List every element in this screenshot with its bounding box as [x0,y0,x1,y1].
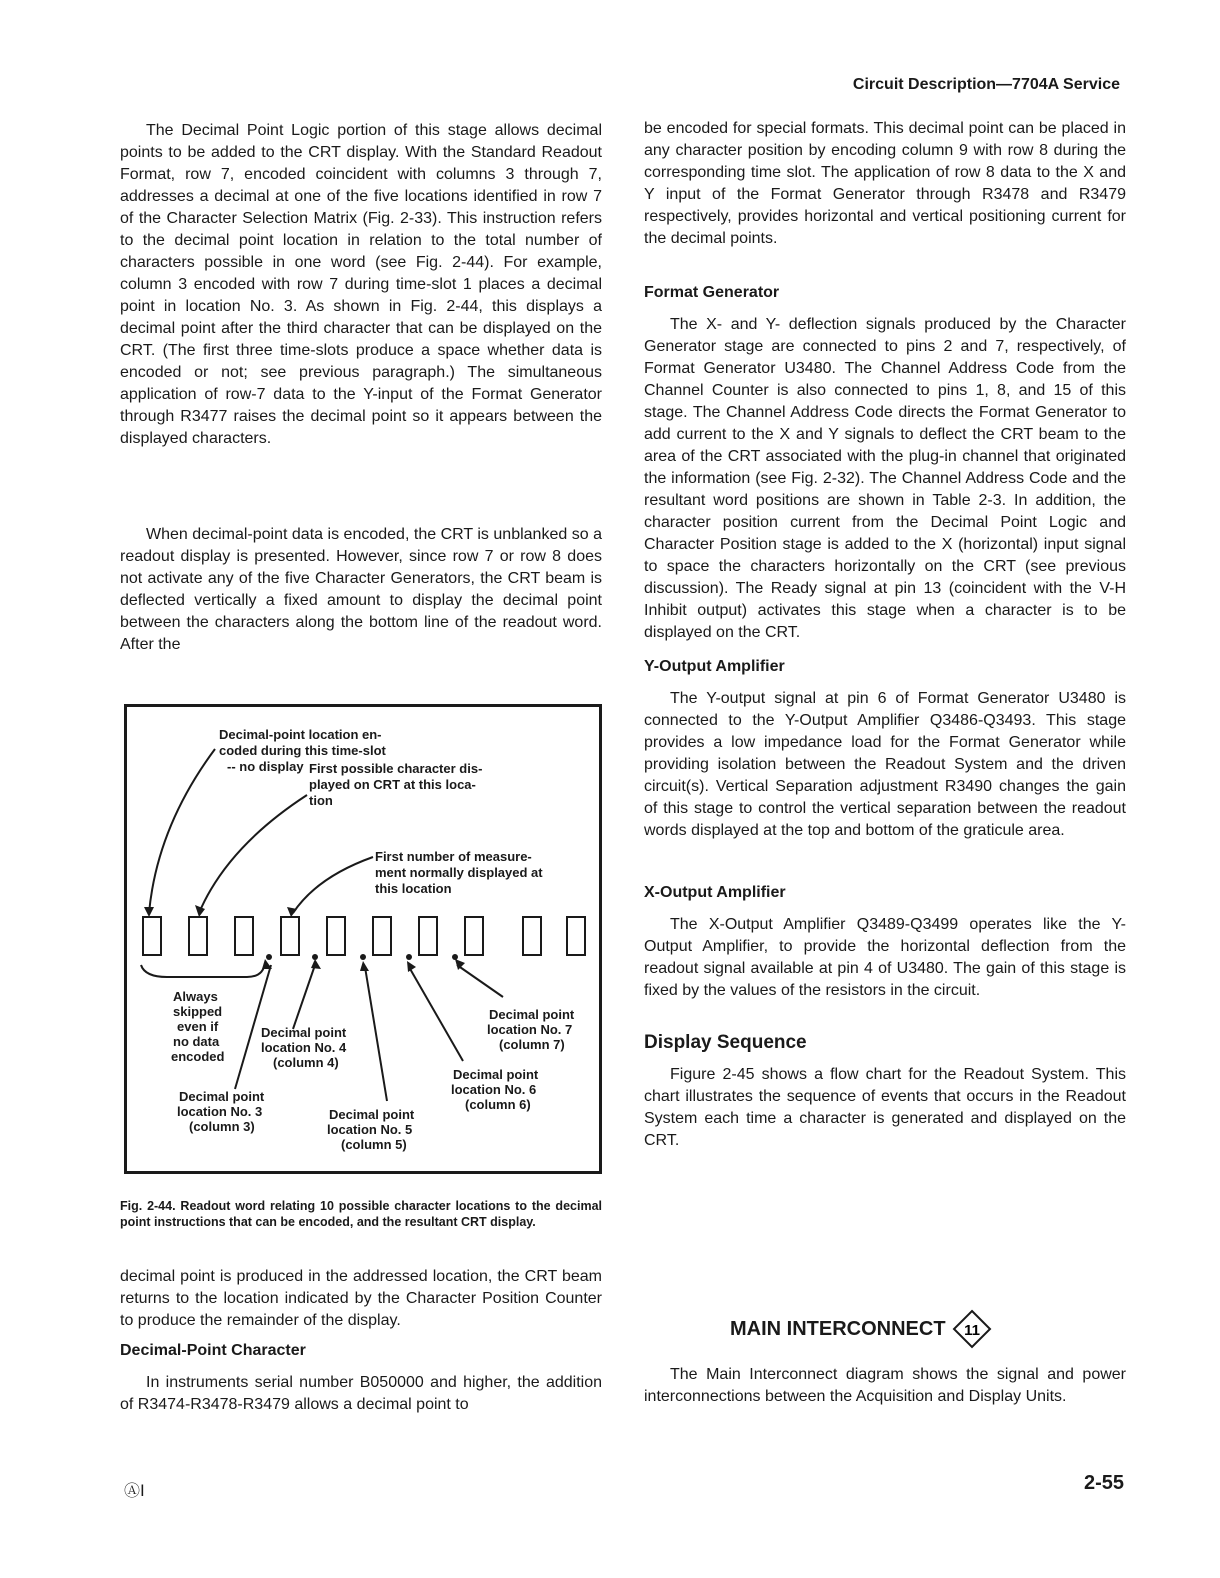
heading-decimal-point-character: Decimal-Point Character [120,1342,306,1359]
leader-dp4 [293,965,315,1029]
decimal-dot-7 [452,954,458,960]
leader-dp6 [409,967,463,1061]
figure-2-44 [124,704,602,1174]
arrow-b [195,905,205,917]
decimal-dot-6 [406,954,412,960]
char-box-5 [327,917,345,955]
heading-y-output-amplifier: Y-Output Amplifier [644,658,785,675]
char-box-8 [465,917,483,955]
char-box-9 [523,917,541,955]
leader-dp5 [365,967,387,1101]
leader-dp7 [457,965,503,997]
page-number: 2-55 [1083,1472,1124,1494]
paragraph-special-formats: be encoded for special formats. This decimal point can be placed in any character position by encoding column 9 with row 8 during the corresponding time slot. The application of row 8 data to the X and Y input of the Format Generator through R3478 and R3479 respectively, provides horizontal and vertical positioning current for the decimal points. [644,120,1126,247]
paragraph-display-sequence: Figure 2-45 shows a flow chart for the Readout System. This chart illustrates the sequence of events that occurs in the Readout System each time a character is generated and displayed on the CRT. [644,1066,1126,1149]
main-interconnect-title: MAIN INTERCONNECT [730,1317,946,1340]
label-c: First number of measure-ment normally displayed at this location [375,849,543,896]
label-dp7: Decimal point location No. 7 (column 7) [487,1007,575,1052]
left-column [120,120,602,656]
char-box-6 [373,917,391,955]
char-box-10 [567,917,585,955]
diagram-number: 11 [963,1322,980,1339]
paragraph-decimal-point-logic: The Decimal Point Logic portion of this stage allows decimal points to be added to the CRT display. With the Standard Readout Format, row 7, encoded coincident with columns 3 through 7, addresses a decimal at one of the five locations identified in row 7 of the Character Selection Matrix (Fig. 2-33). This instruction refers to the decimal point location in relation to the total number of characters possible in one word (see Fig. 2-44). For example, column 3 encoded with row 7 during time-slot 1 places a decimal point in location No. 3. As shown in Fig. 2-44, this displays a decimal point after the third character that can be displayed on the CRT. (The first three time-slots produce a space whether data is encoded or not; see previous paragraph.) The simultaneous application of row-7 data to the Y-input of the Format Generator through R3477 raises the decimal point so it appears between the displayed characters. [120,122,602,447]
arrow-a [144,907,154,917]
right-column-bottom [644,1364,1126,1408]
arrow-dp5 [360,961,369,971]
label-dp5: Decimal point location No. 5 (column 5) [327,1107,415,1152]
heading-display-sequence: Display Sequence [644,1032,807,1053]
label-dp6: Decimal point location No. 6 (column 6) [451,1067,539,1112]
left-column-bottom [120,1266,602,1416]
skip-brace [141,963,265,977]
figure-caption: Fig. 2-44. Readout word relating 10 possible character locations to the decimal point instructions that can be encoded, and the resultant CRT display. [120,1199,602,1229]
paragraph-decimal-point-data: When decimal-point data is encoded, the CRT is unblanked so a readout display is presented. However, since row 7 or row 8 does not activate any of the five Character Generators, the CRT beam is deflected vertically a fixed amount to display the decimal point between the characters along the bottom line of the readout word. After the [120,526,602,653]
paragraph-serial-number: In instruments serial number B050000 and higher, the addition of R3474-R3478-R3479 allows a decimal point to [120,1374,602,1413]
leader-c [293,857,373,913]
char-box-3 [235,917,253,955]
paragraph-decimal-point-produced: decimal point is produced in the addressed location, the CRT beam returns to the location indicated by the Character Position Counter to produce the remainder of the display. [120,1268,602,1329]
paragraph-y-output-amplifier: The Y-output signal at pin 6 of Format Generator U3480 is connected to the Y-Output Amplifier Q3486-Q3493. This stage provides a low impedance load for the Format Generator while providing isolation between the Readout System and the driven circuit(s). Vertical Separation adjustment R3490 changes the gain of this stage to control the vertical separation between the readout words displayed at the top and bottom of the graticule area. [644,690,1126,839]
arrow-dp3 [262,959,272,969]
readout-word-diagram [127,707,599,1171]
tektronix-logo: ⒶⅠ [124,1483,145,1500]
decimal-dot-3 [266,954,272,960]
char-box-1 [143,917,161,955]
right-column [644,118,1126,1152]
diagram-number-badge [952,1309,992,1349]
char-box-7 [419,917,437,955]
arrow-dp4 [311,959,321,969]
heading-format-generator: Format Generator [644,284,780,301]
leader-a [149,749,215,913]
decimal-dot-5 [360,954,366,960]
label-dp4: Decimal point location No. 4 (column 4) [261,1025,347,1070]
label-a: Decimal-point location en-coded during this time-slot -- no display [219,727,386,774]
label-dp3: Decimal point location No. 3 (column 3) [177,1089,265,1134]
char-box-2 [189,917,207,955]
paragraph-x-output-amplifier: The X-Output Amplifier Q3489-Q3499 operates like the Y-Output Amplifier, to provide the horizontal deflection from the readout signal available at pin 4 of U3480. The gain of this stage is fixed by the values of the resistors in the circuit. [644,916,1126,999]
main-interconnect-heading [730,1304,1050,1354]
heading-x-output-amplifier: X-Output Amplifier [644,884,786,901]
paragraph-main-interconnect: The Main Interconnect diagram shows the signal and power interconnections between the Acquisition and Display Units. [644,1366,1126,1405]
label-b: First possible character dis-played on CRT at this loca-tion [309,761,483,808]
char-box-4 [281,917,299,955]
page-header: Circuit Description—7704A Service [852,76,1120,93]
label-always: Always skipped even if no data encoded [171,989,225,1064]
decimal-dot-4 [312,954,318,960]
paragraph-format-generator: The X- and Y- deflection signals produced by the Character Generator stage are connected to pins 2 and 7, respectively, of Format Generator U3480. The Channel Address Code from the Channel Counter is also connected to pins 1, 8, and 15 of this stage. The Channel Address Code directs the Format Generator to add current to the X and Y signals to deflect the CRT beam to the area of the CRT associated with the plug-in channel that originated the information (see Fig. 2-32). The Channel Address Code and the resultant word positions are shown in Table 2-3. In addition, the character position current from the Decimal Point Logic and Character Position stage is added to the X (horizontal) input signal to space the characters horizontally on the CRT (see previous discussion). The Ready signal at pin 13 (coincident with the V-H Inhibit output) activates this stage when a character is to be displayed on the CRT. [644,316,1126,641]
leader-b [199,795,307,913]
